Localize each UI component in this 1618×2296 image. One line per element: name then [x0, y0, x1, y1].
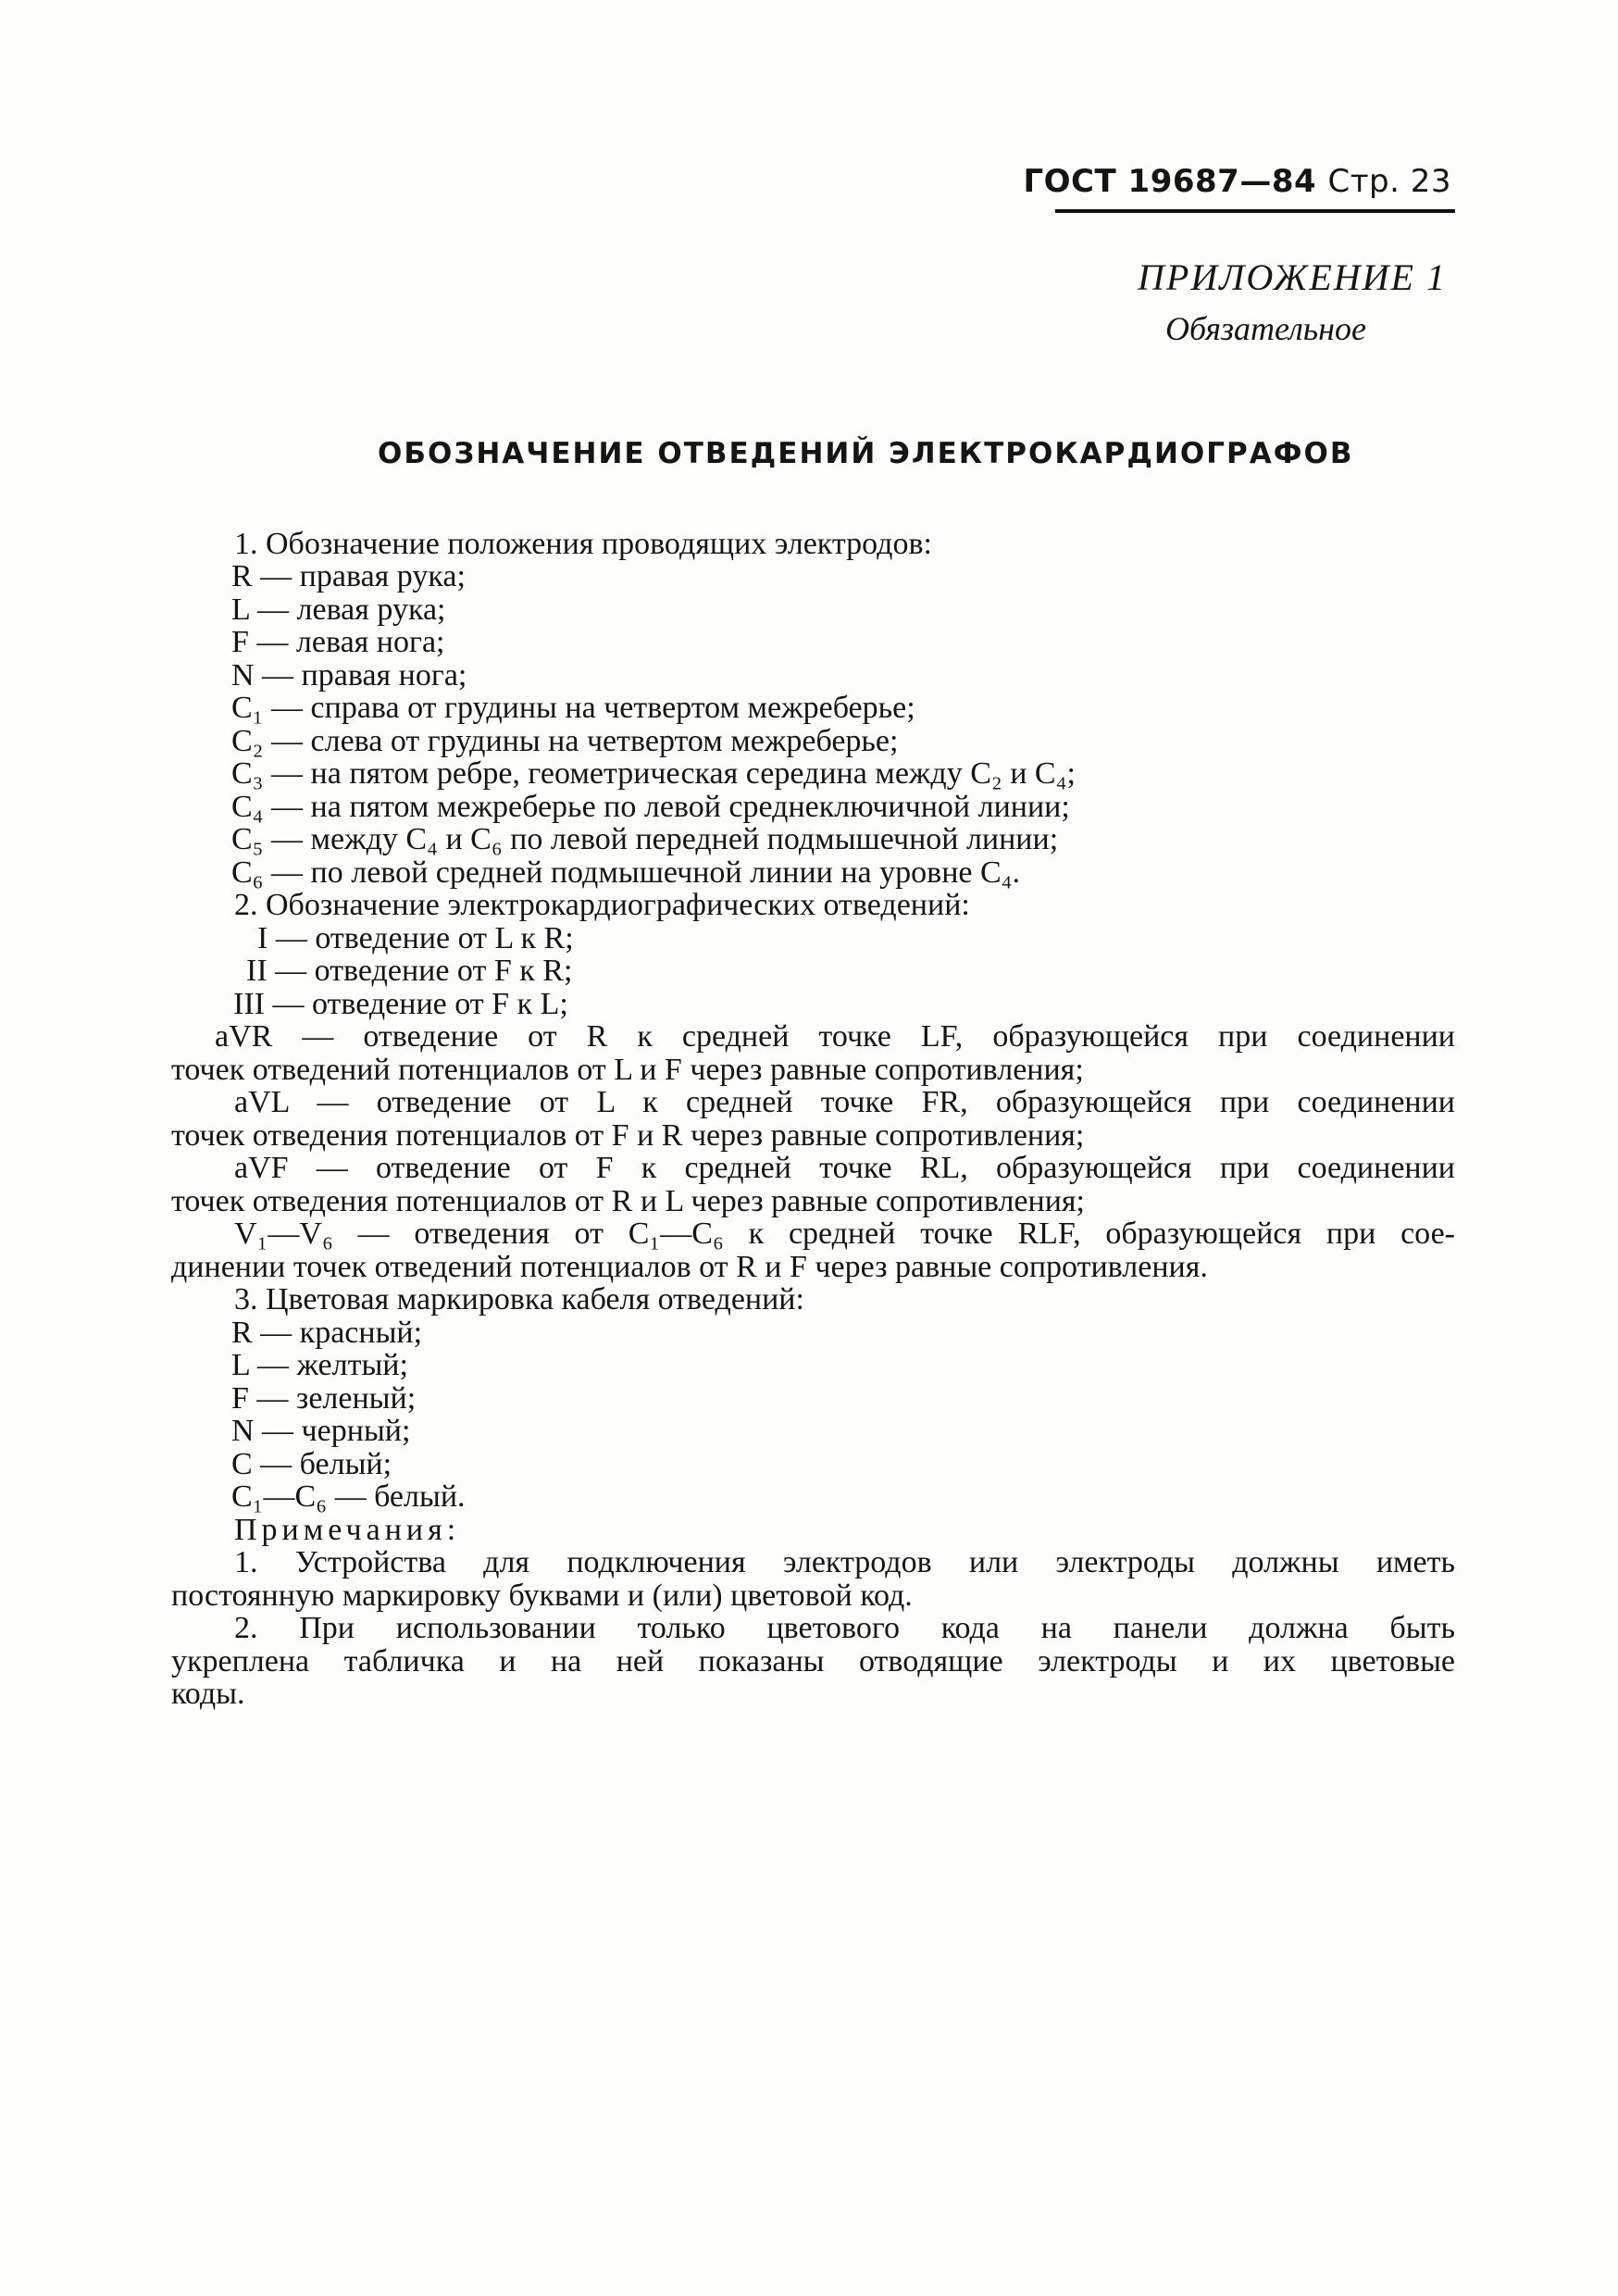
paragraph-line: постоянную маркировку буквами и (или) цветовой код. — [171, 1578, 913, 1613]
appendix-label: ПРИЛОЖЕНИЕ 1 — [1138, 256, 1447, 298]
paragraph-line: точек отведений потенциалов от L и F через равные сопротивления; — [171, 1053, 1084, 1087]
header-rule — [1055, 209, 1455, 213]
section1-heading: 1. Обозначение положения проводящих электродов: — [234, 527, 932, 561]
page-title: ОБОЗНАЧЕНИЕ ОТВЕДЕНИЙ ЭЛЕКТРОКАРДИОГРАФОВ — [378, 437, 1354, 470]
list-item: C₃ — на пятом ребре, геометрическая середина между C₂ и C₄; — [231, 756, 1076, 791]
list-item: L — левая рука; — [231, 593, 446, 627]
list-item: F — левая нога; — [231, 625, 445, 659]
paragraph-line: точек отведения потенциалов от F и R через равные сопротивления; — [171, 1118, 1085, 1153]
list-item: C₁ — справа от грудины на четвертом межреберье; — [231, 691, 915, 725]
page-number: Стр. 23 — [1327, 163, 1451, 200]
list-item: II — отведение от F к R; — [246, 954, 573, 988]
list-item: C₂ — слева от грудины на четвертом межреберье; — [231, 724, 899, 758]
list-item: C₄ — на пятом межреберье по левой среднеключичной линии; — [231, 790, 1070, 824]
appendix-status: Обязательное — [1165, 310, 1366, 347]
list-item: N — правая нога; — [231, 658, 467, 693]
list-item: III — отведение от F к L; — [233, 987, 568, 1021]
paragraph-line: укреплена табличка и на ней показаны отводящие электроды и их цветовые — [171, 1644, 1455, 1678]
list-item: R — красный; — [231, 1316, 423, 1350]
standard-number: ГОСТ 19687—84 — [1023, 163, 1317, 200]
list-item: C₁—C₆ — белый. — [231, 1479, 466, 1514]
paragraph-line: 1. Устройства для подключения электродов или электроды должны иметь — [234, 1545, 1455, 1579]
list-item: C₅ — между C₄ и C₆ по левой передней подмышечной линии; — [231, 822, 1059, 856]
list-item: C — белый; — [231, 1447, 392, 1481]
list-item: L — желтый; — [231, 1348, 408, 1382]
list-item: I — отведение от L к R; — [257, 921, 574, 955]
paragraph-line: V₁—V₆ — отведения от C₁—C₆ к средней точке RLF, образующейся при сое- — [234, 1217, 1455, 1251]
paragraph-line: точек отведения потенциалов от R и L через равные сопротивления; — [171, 1184, 1085, 1218]
paragraph-line: 2. При использовании только цветового кода на панели должна быть — [234, 1611, 1455, 1645]
paragraph-line: aVL — отведение от L к средней точке FR, образующейся при соединении — [234, 1085, 1455, 1119]
page-header — [1023, 163, 1451, 200]
paragraph-line: aVR — отведение от R к средней точке LF, образующейся при соединении — [215, 1019, 1455, 1054]
list-item: C₆ — по левой средней подмышечной линии на уровне C₄. — [231, 855, 1021, 890]
paragraph-line: динении точек отведений потенциалов от R и F через равные сопротивления. — [171, 1250, 1208, 1284]
list-item: R — правая рука; — [231, 559, 466, 593]
section2-heading: 2. Обозначение электрокардиографических отведений: — [234, 888, 970, 922]
list-item: F — зеленый; — [231, 1381, 417, 1416]
section3-heading: 3. Цветовая маркировка кабеля отведений: — [234, 1282, 804, 1316]
notes-heading: Примечания: — [234, 1513, 461, 1547]
paragraph-line: aVF — отведение от F к средней точке RL, образующейся при соединении — [234, 1151, 1455, 1185]
paragraph-line: коды. — [171, 1677, 245, 1711]
list-item: N — черный; — [231, 1414, 411, 1448]
